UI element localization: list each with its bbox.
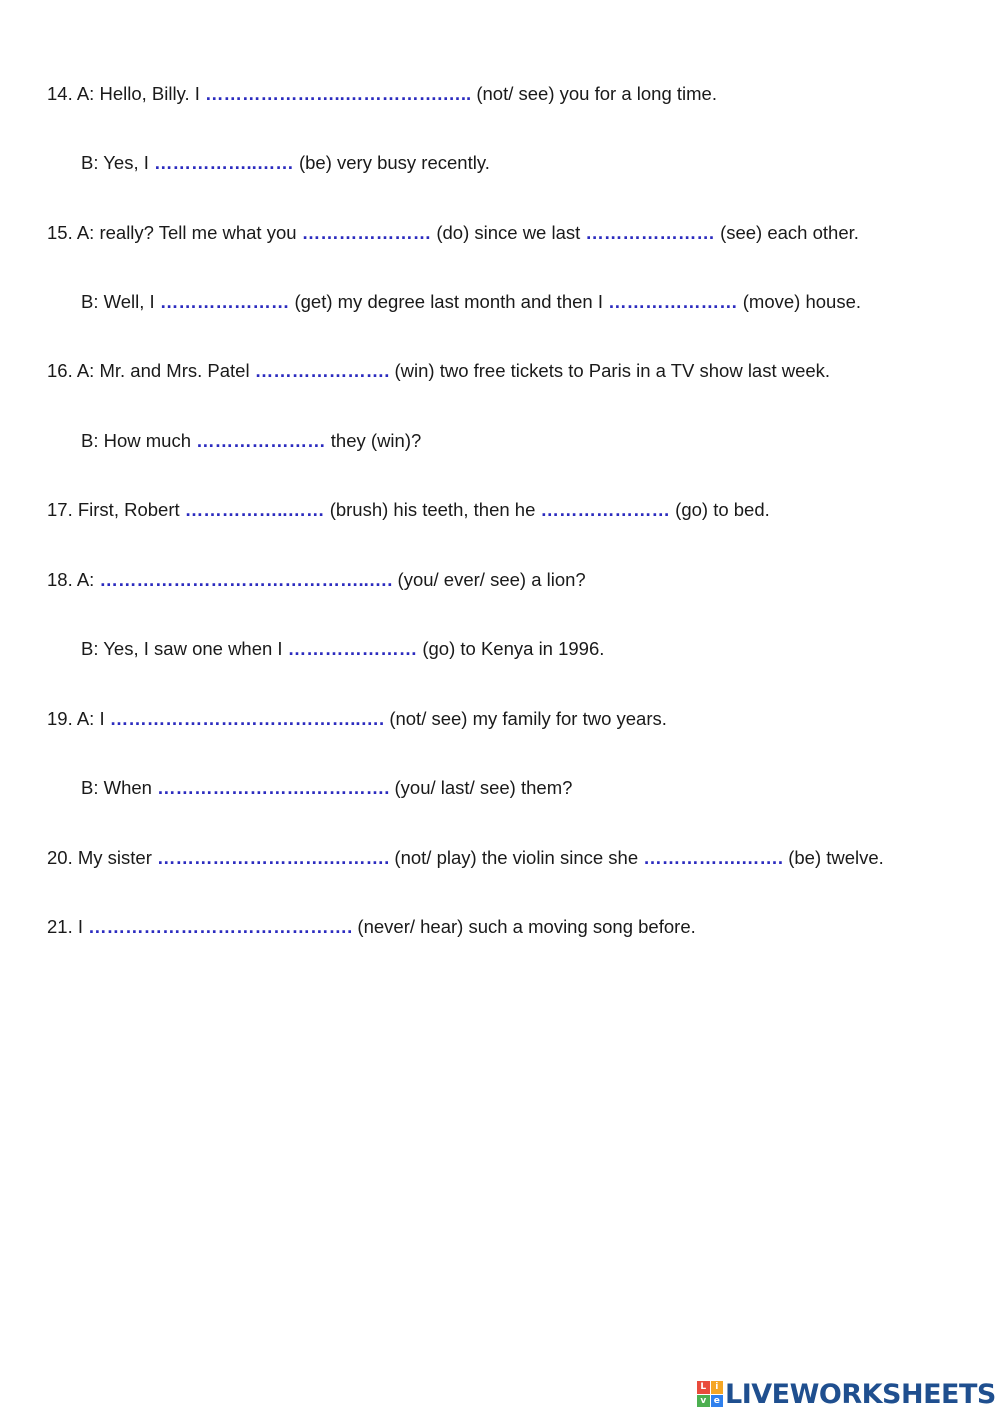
answer-blank[interactable]: ………………… (608, 291, 743, 312)
answer-blank[interactable]: ……………………………………. (88, 916, 358, 937)
question-15-line-b (81, 290, 861, 314)
text: 16. A: Mr. and Mrs. Patel (47, 360, 255, 381)
text: (you/ last/ see) them? (394, 777, 573, 798)
text: 20. My sister (47, 847, 157, 868)
question-18-line-b (81, 637, 604, 661)
answer-blank[interactable]: ……………………………………..…. (99, 569, 398, 590)
liveworksheets-logo (697, 1379, 996, 1409)
answer-blank[interactable]: …………………….…………. (157, 777, 395, 798)
text: 19. A: I (47, 708, 110, 729)
logo-tile: v (697, 1395, 710, 1408)
text: B: How much (81, 430, 197, 451)
answer-blank[interactable]: …………………. (254, 360, 395, 381)
text: (do) since we last (436, 222, 586, 243)
answer-blank[interactable]: ……………………….………. (157, 847, 395, 868)
text: 18. A: (47, 569, 100, 590)
text: B: Yes, I saw one when I (81, 638, 288, 659)
answer-blank[interactable]: ………………… (287, 638, 423, 659)
answer-blank[interactable]: …………….……. (643, 847, 789, 868)
text: they (win)? (330, 430, 422, 451)
question-20-line (47, 846, 884, 870)
logo-tile: i (711, 1381, 724, 1394)
text: (never/ hear) such a moving song before. (357, 916, 696, 937)
text: (you/ ever/ see) a lion? (397, 569, 586, 590)
text: (be) very busy recently. (298, 152, 490, 173)
question-17-line (47, 498, 770, 522)
question-19-line-b (81, 776, 572, 800)
text: (see) each other. (720, 222, 859, 243)
text: (brush) his teeth, then he (329, 499, 541, 520)
question-14-line-a (47, 82, 717, 106)
text: (not/ see) my family for two years. (389, 708, 667, 729)
text: (get) my degree last month and then I (294, 291, 609, 312)
text: (move) house. (742, 291, 862, 312)
answer-blank[interactable]: ………………… (585, 222, 721, 243)
text: (not/ play) the violin since she (394, 847, 644, 868)
question-16-line-b (81, 429, 421, 453)
question-21-line (47, 915, 696, 939)
text: 15. A: really? Tell me what you (47, 222, 302, 243)
logo-tile: e (711, 1395, 724, 1408)
text: B: Yes, I (81, 152, 155, 173)
text: (be) twelve. (788, 847, 884, 868)
question-19-line-a (47, 707, 667, 731)
answer-blank[interactable]: ……………..…… (184, 499, 330, 520)
logo-text: LIVEWORKSHEETS (725, 1378, 996, 1410)
text: 14. A: Hello, Billy. I (47, 83, 205, 104)
question-16-line-a (47, 359, 830, 383)
text: (go) to bed. (675, 499, 770, 520)
answer-blank[interactable]: ………………… (159, 291, 295, 312)
text: (go) to Kenya in 1996. (422, 638, 605, 659)
answer-blank[interactable]: ………………… (301, 222, 437, 243)
logo-tile: L (697, 1381, 710, 1394)
question-18-line-a (47, 568, 586, 592)
text: 21. I (47, 916, 89, 937)
answer-blank[interactable]: ……………..…… (154, 152, 299, 173)
answer-blank[interactable]: …………………………………..…. (109, 708, 390, 729)
question-15-line-a (47, 221, 859, 245)
text: 17. First, Robert (47, 499, 185, 520)
liveworksheets-logo-icon (697, 1381, 723, 1407)
text: (win) two free tickets to Paris in a TV show last week. (394, 360, 831, 381)
answer-blank[interactable]: …………………..…………….….. (205, 83, 477, 104)
text: (not/ see) you for a long time. (476, 83, 717, 104)
answer-blank[interactable]: ………………… (540, 499, 676, 520)
answer-blank[interactable]: ………………… (196, 430, 331, 451)
text: B: Well, I (81, 291, 160, 312)
question-14-line-b (81, 151, 490, 175)
text: B: When (81, 777, 158, 798)
